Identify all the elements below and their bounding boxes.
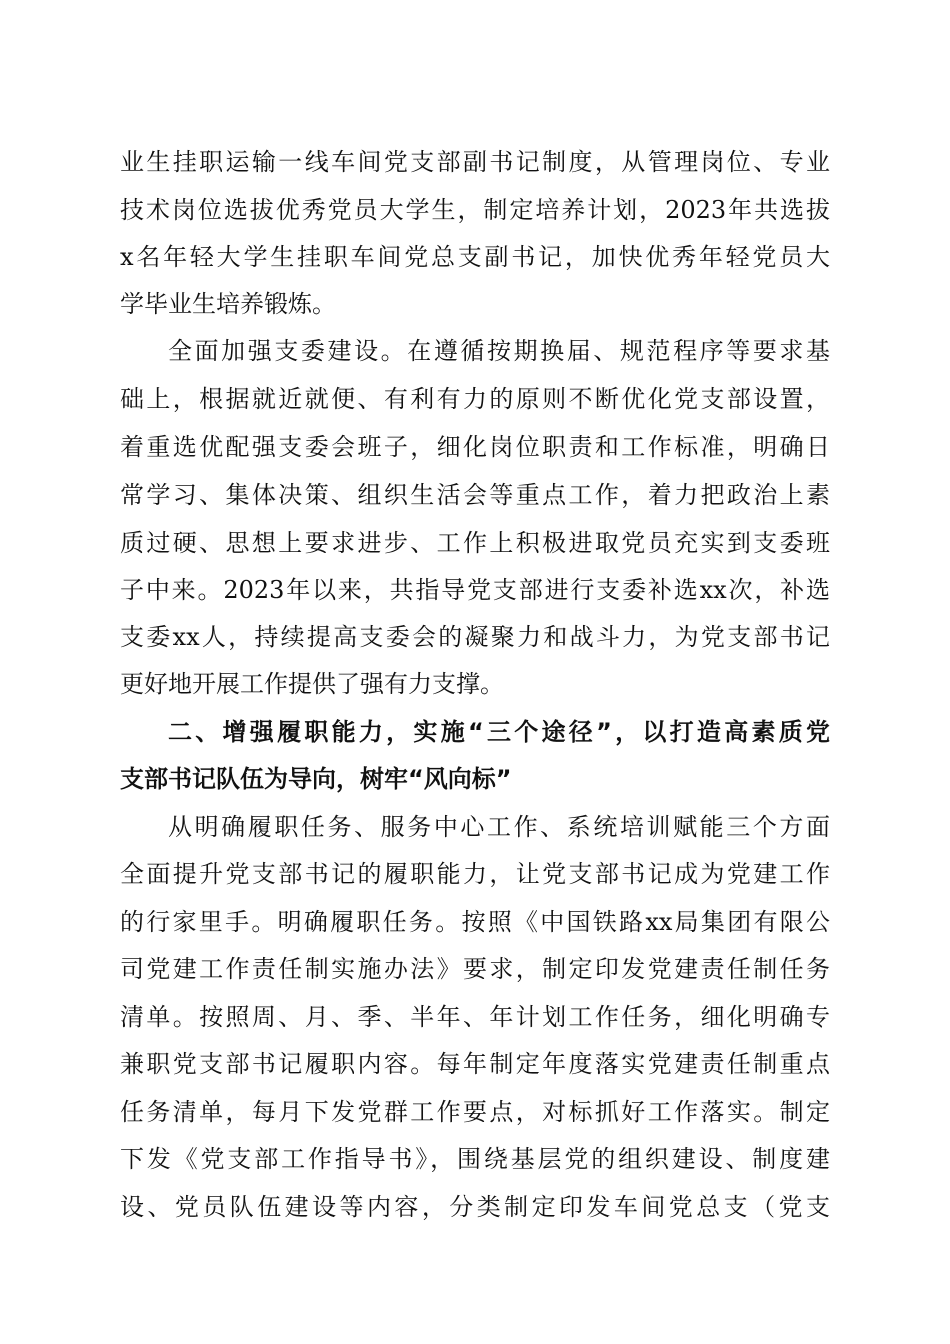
section-heading-line: 支部书记队伍为导向，树牢“风向标” [120, 765, 512, 793]
paragraph-line: 全面加强支委建设。在遵循按期换届、规范程序等要求基 [168, 337, 830, 365]
paragraph-line: 支委xx人，持续提高支委会的凝聚力和战斗力，为党支部书记 [120, 623, 830, 651]
paragraph-line: 兼职党支部书记履职内容。每年制定年度落实党建责任制重点 [120, 1050, 830, 1078]
paragraph-line: 业生挂职运输一线车间党支部副书记制度，从管理岗位、专业 [120, 148, 830, 176]
paragraph-line: 司党建工作责任制实施办法》要求，制定印发党建责任制任务 [120, 955, 830, 983]
paragraph-line: 任务清单，每月下发党群工作要点，对标抓好工作落实。制定 [120, 1098, 830, 1126]
paragraph-line: 下发《党支部工作指导书》，围绕基层党的组织建设、制度建 [120, 1145, 830, 1173]
paragraph-line: 常学习、集体决策、组织生活会等重点工作，着力把政治上素 [120, 481, 830, 509]
paragraph-line: x名年轻大学生挂职车间党总支副书记，加快优秀年轻党员大 [120, 243, 830, 271]
paragraph-line: 从明确履职任务、服务中心工作、系统培训赋能三个方面 [168, 813, 830, 841]
paragraph-line: 技术岗位选拔优秀党员大学生，制定培养计划，2023年共选拔 [120, 196, 830, 224]
paragraph-line: 质过硬、思想上要求进步、工作上积极进取党员充实到支委班 [120, 529, 830, 557]
paragraph-line: 设、党员队伍建设等内容，分类制定印发车间党总支（党支 [120, 1193, 830, 1221]
paragraph-line: 子中来。2023年以来，共指导党支部进行支委补选xx次，补选 [120, 576, 830, 604]
paragraph-line: 础上，根据就近就便、有利有力的原则不断优化党支部设置， [120, 385, 830, 413]
paragraph-line: 的行家里手。明确履职任务。按照《中国铁路xx局集团有限公 [120, 908, 830, 936]
paragraph-line: 学毕业生培养锻炼。 [120, 290, 336, 318]
paragraph-line: 清单。按照周、月、季、半年、年计划工作任务，细化明确专 [120, 1003, 830, 1031]
paragraph-line: 着重选优配强支委会班子，细化岗位职责和工作标准，明确日 [120, 433, 830, 461]
section-heading-line: 二、增强履职能力，实施“三个途径”，以打造高素质党 [168, 718, 830, 746]
paragraph-line: 全面提升党支部书记的履职能力，让党支部书记成为党建工作 [120, 860, 830, 888]
paragraph-line: 更好地开展工作提供了强有力支撑。 [120, 670, 504, 698]
